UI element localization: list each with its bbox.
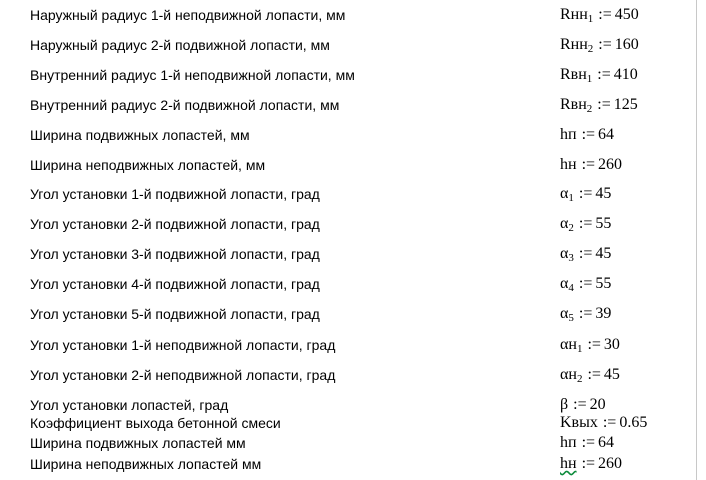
- param-label: Угол установки 3-й подвижной лопасти, град: [30, 246, 320, 262]
- param-subscript: 2: [586, 103, 593, 115]
- param-value: 39: [595, 305, 612, 322]
- param-row: [0, 66, 706, 86]
- param-label: Ширина подвижных лопастей, мм: [30, 127, 250, 143]
- param-subscript: 1: [586, 73, 593, 85]
- param-row: [0, 156, 706, 176]
- assign-operator: :=: [578, 245, 593, 262]
- param-value: 260: [598, 455, 623, 472]
- param-row: [0, 6, 706, 26]
- param-variable: Rвн: [560, 66, 587, 83]
- assign-operator: :=: [581, 126, 596, 143]
- param-variable: Rнн: [560, 6, 588, 23]
- param-value: 55: [595, 275, 612, 292]
- param-row: [0, 336, 706, 356]
- param-variable: hп: [560, 126, 577, 143]
- param-label: Угол установки 5-й подвижной лопасти, град: [30, 306, 320, 322]
- param-variable: hп: [560, 434, 577, 451]
- param-label: Угол установки лопастей, град: [30, 397, 229, 413]
- param-variable: α: [560, 305, 569, 322]
- param-subscript: 1: [568, 192, 574, 204]
- param-formula[interactable]: [560, 6, 639, 24]
- param-formula[interactable]: [560, 305, 611, 323]
- param-formula[interactable]: [560, 396, 606, 414]
- param-value: 55: [595, 215, 612, 232]
- param-formula[interactable]: [560, 366, 620, 384]
- param-value: 45: [595, 185, 612, 202]
- param-value: 260: [598, 156, 623, 173]
- assign-operator: :=: [578, 185, 593, 202]
- param-subscript: 4: [568, 282, 574, 294]
- param-label: Внутренний радиус 2-й подвижной лопасти, мм: [30, 97, 340, 113]
- param-row: [0, 305, 706, 325]
- param-value: 45: [603, 366, 620, 383]
- param-value: 125: [613, 96, 638, 113]
- param-value: 64: [598, 434, 615, 451]
- assign-operator: :=: [597, 66, 611, 83]
- param-row: [0, 414, 706, 434]
- param-value: 64: [598, 126, 615, 143]
- param-row: [0, 96, 706, 116]
- param-subscript: 2: [568, 222, 574, 234]
- assign-operator: :=: [602, 414, 617, 431]
- param-variable: α: [560, 215, 569, 232]
- param-variable: α: [560, 275, 569, 292]
- param-value: 45: [595, 245, 612, 262]
- assign-operator: :=: [578, 275, 593, 292]
- param-row: [0, 36, 706, 56]
- param-value: 20: [589, 396, 606, 413]
- param-subscript: 1: [587, 13, 594, 25]
- param-label: Угол установки 2-й подвижной лопасти, град: [30, 216, 320, 232]
- param-label: Угол установки 1-й неподвижной лопасти, град: [30, 337, 336, 353]
- param-formula[interactable]: [560, 36, 639, 54]
- param-row: [0, 245, 706, 265]
- param-subscript: 2: [587, 43, 594, 55]
- assign-operator: :=: [581, 455, 596, 472]
- param-row: [0, 275, 706, 295]
- param-variable: β: [560, 396, 569, 413]
- param-subscript: 5: [568, 312, 574, 324]
- param-label: Наружный радиус 2-й подвижной лопасти, мм: [30, 37, 330, 53]
- param-formula[interactable]: [560, 66, 638, 84]
- param-formula[interactable]: [560, 275, 611, 293]
- param-label: Коэффициент выхода бетонной смеси: [30, 415, 281, 431]
- param-formula[interactable]: [560, 126, 614, 144]
- param-formula[interactable]: [560, 96, 638, 114]
- param-row: [0, 366, 706, 386]
- param-subscript: 2: [576, 373, 583, 385]
- param-variable-redefined: hн: [560, 455, 577, 472]
- param-label: Ширина неподвижных лопастей мм: [30, 456, 262, 472]
- assign-operator: :=: [597, 96, 611, 113]
- assign-operator: :=: [581, 434, 596, 451]
- param-label: Угол установки 1-й подвижной лопасти, град: [30, 186, 320, 202]
- param-value: 160: [614, 36, 639, 53]
- param-subscript: 3: [568, 252, 574, 264]
- param-label: Угол установки 2-й неподвижной лопасти, град: [30, 367, 336, 383]
- param-formula[interactable]: [560, 455, 622, 473]
- param-formula[interactable]: [560, 156, 622, 174]
- param-subscript: 1: [576, 343, 583, 355]
- param-formula[interactable]: [560, 434, 614, 452]
- param-value: 30: [603, 336, 620, 353]
- assign-operator: :=: [578, 215, 593, 232]
- param-variable: α: [560, 185, 569, 202]
- assign-operator: :=: [573, 396, 587, 413]
- param-label: Внутренний радиус 1-й неподвижной лопасти, мм: [30, 67, 355, 83]
- param-variable: α: [560, 245, 569, 262]
- param-variable: αн: [560, 366, 577, 383]
- param-row: [0, 185, 706, 205]
- assign-operator: :=: [587, 366, 601, 383]
- param-row: [0, 126, 706, 146]
- param-value: 450: [614, 6, 639, 23]
- param-row: [0, 455, 706, 475]
- param-formula[interactable]: [560, 414, 647, 432]
- param-label: Ширина подвижных лопастей мм: [30, 435, 246, 451]
- param-formula[interactable]: [560, 336, 620, 354]
- param-value: 0.65: [619, 414, 648, 431]
- assign-operator: :=: [598, 6, 612, 23]
- param-variable: Kвых: [560, 414, 598, 431]
- param-formula[interactable]: [560, 215, 611, 233]
- param-variable: Rнн: [560, 36, 588, 53]
- param-label: Ширина неподвижных лопастей, мм: [30, 157, 266, 173]
- param-value: 410: [613, 66, 638, 83]
- assign-operator: :=: [578, 305, 593, 322]
- param-label: Угол установки 4-й подвижной лопасти, град: [30, 276, 320, 292]
- param-row: [0, 396, 706, 416]
- assign-operator: :=: [598, 36, 612, 53]
- param-formula[interactable]: [560, 245, 611, 263]
- param-formula[interactable]: [560, 185, 611, 203]
- param-variable: αн: [560, 336, 577, 353]
- param-variable: Rвн: [560, 96, 587, 113]
- param-row: [0, 434, 706, 454]
- assign-operator: :=: [587, 336, 601, 353]
- param-variable: hн: [560, 156, 577, 173]
- param-row: [0, 215, 706, 235]
- assign-operator: :=: [581, 156, 596, 173]
- param-label: Наружный радиус 1-й неподвижной лопасти, мм: [30, 7, 346, 23]
